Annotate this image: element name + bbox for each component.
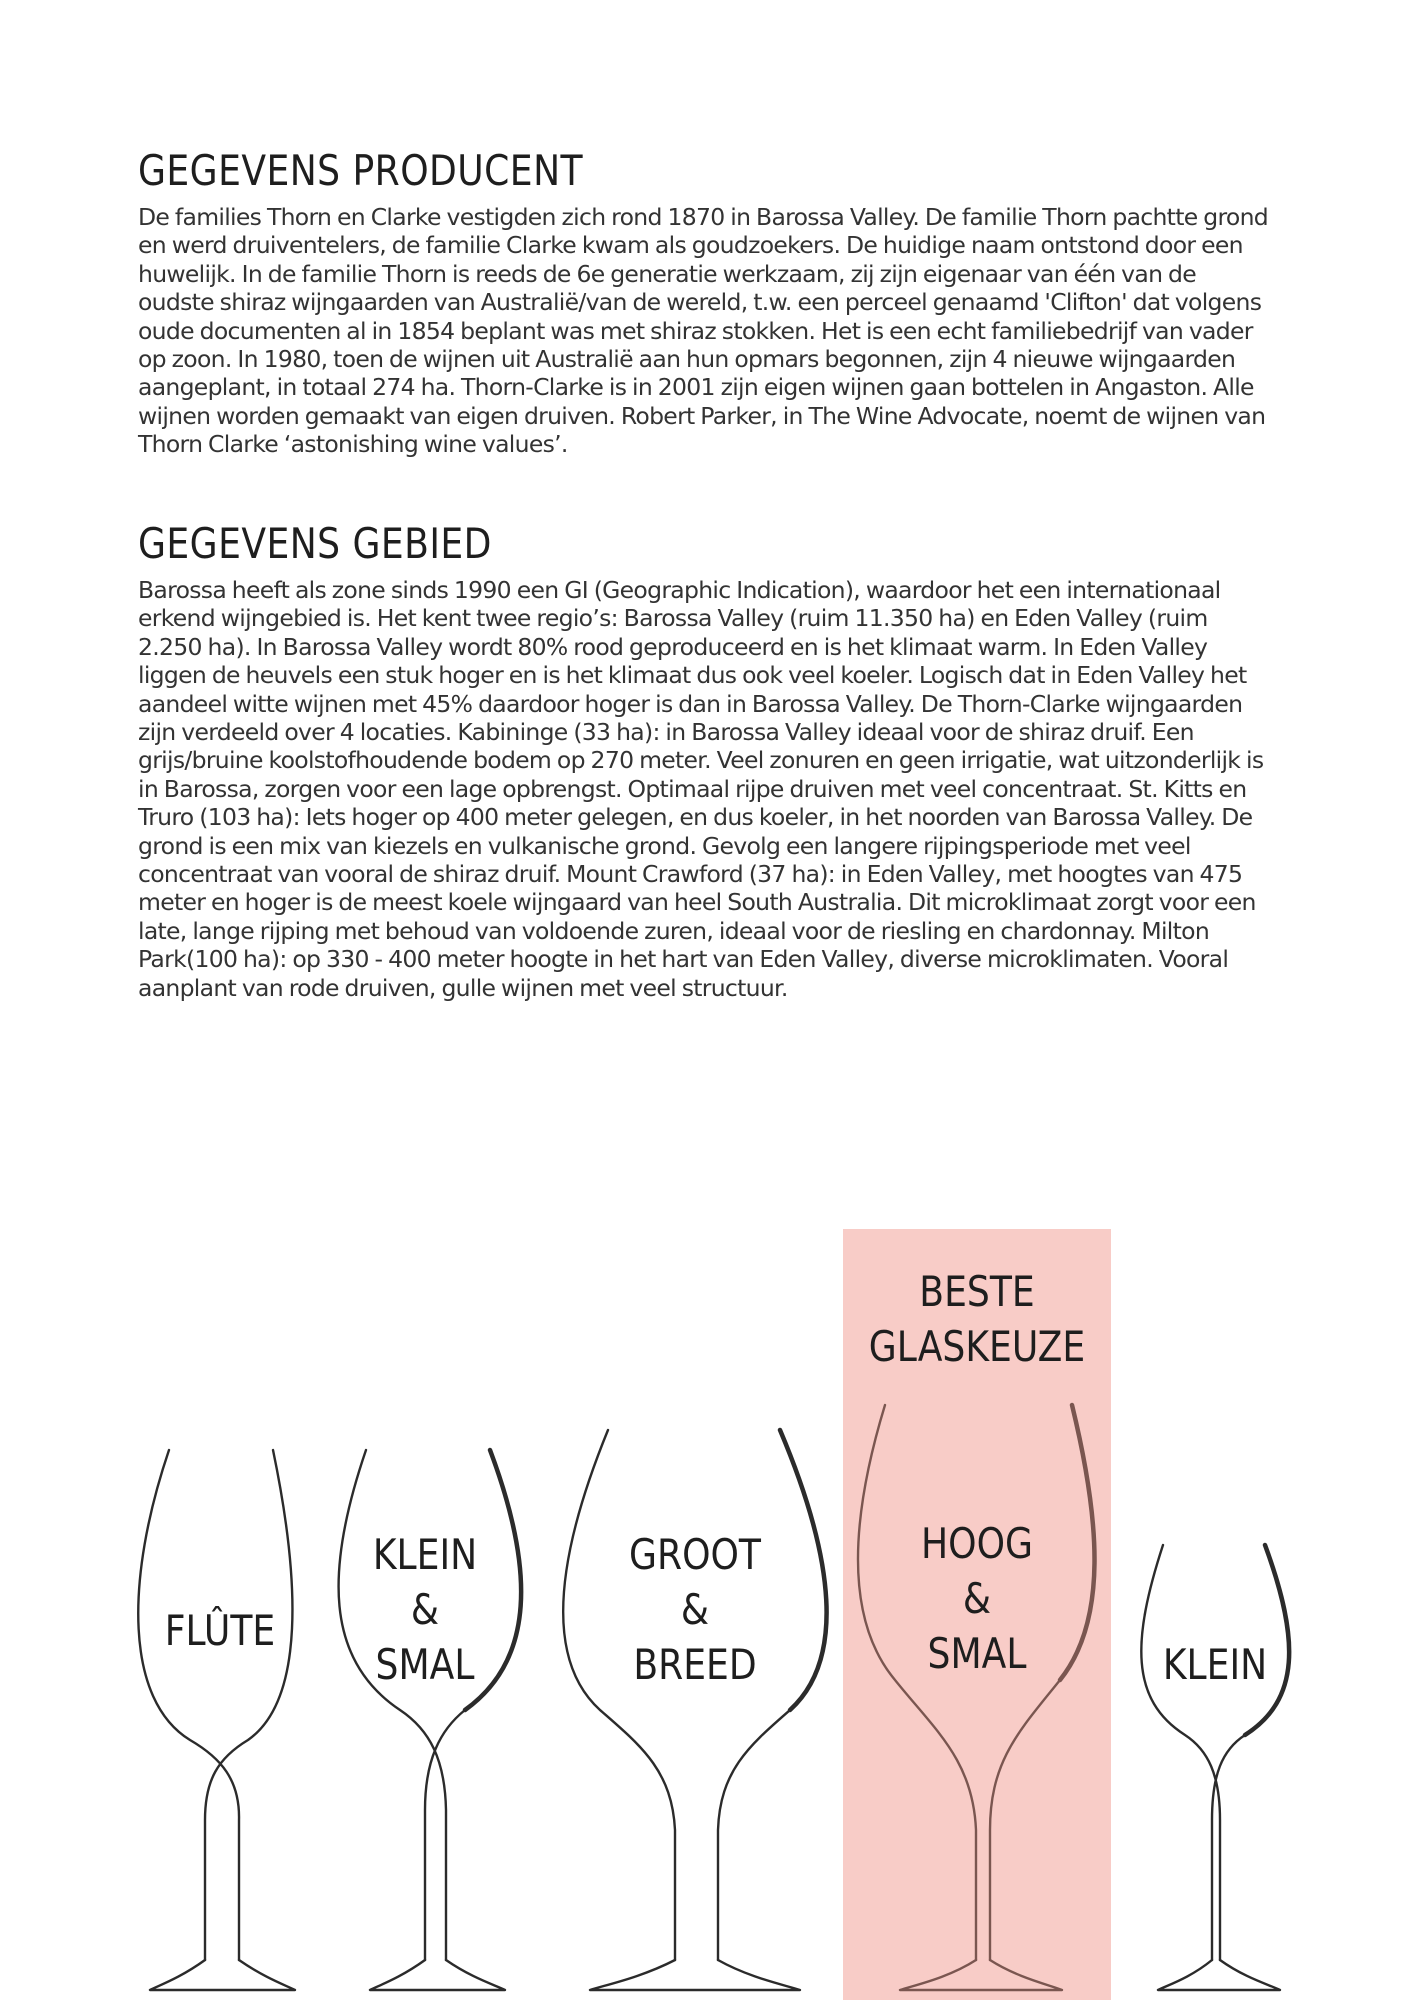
glass-label-small: KLEIN (1162, 1640, 1268, 1689)
flute-glass-icon (138, 1450, 295, 1990)
producer-text: De families Thorn en Clarke vestigden zich rond 1870 in Barossa Valley. De familie Thorn pachtte grond en werd druiventelers, de familie Clarke kwam als goudzoekers. De huidige naam ontstond door een huwelijk. In de familie Thorn is reeds de 6e generatie werkzaam, zij zijn eigenaar van één van de oudste shiraz wijngaarden van Australië/van de wereld, t.w. een perceel genaamd 'Clifton' dat volgens oude documenten al in 1854 beplant was met shiraz stokken. Het is een echt familiebedrijf van vader op zoon. In 1980, toen de wijnen uit Australië aan hun opmars begonnen, zijn 4 nieuwe wijngaarden aangeplant, in totaal 274 ha. Thorn-Clarke is in 2001 zijn eigen wijnen gaan bottelen in Angaston. Alle wijnen worden gemaakt van eigen druiven. Robert Parker, in The Wine Advocate, noemt de wijnen van Thorn Clarke ‘astonishing wine values’. (138, 203, 1268, 459)
region-text: Barossa heeft als zone sinds 1990 een GI (Geographic Indication), waardoor het een internationaal erkend wijngebied is. Het kent twee regio’s: Barossa Valley (ruim 11.350 ha) en Eden Valley (ruim 2.250 ha). In Barossa Valley wordt 80% rood geproduceerd en is het klimaat warm. In Eden Valley liggen de heuvels een stuk hoger en is het klimaat dus ook veel koeler. Logisch dat in Eden Valley het aandeel witte wijnen met 45% daardoor hoger is dan in Barossa Valley. De Thorn-Clarke wijngaarden zijn verdeeld over 4 locaties. Kabininge (33 ha): in Barossa Valley ideaal voor de shiraz druif. Een grijs/bruine koolstofhoudende bodem op 270 meter. Veel zonuren en geen irrigatie, wat uitzonderlijk is in Barossa, zorgen voor een lage opbrengst. Optimaal rijpe druiven met veel concentraat. St. Kitts en Truro (103 ha): Iets hoger op 400 meter gelegen, en dus koeler, in het noorden van Barossa Valley. De grond is een mix van kiezels en vulkanische grond. Gevolg een langere rijpingsperiode met veel concentraat van vooral de shiraz druif. Mount Crawford (37 ha): in Eden Valley, met hoogtes van 475 meter en hoger is de meest koele wijngaard van heel South Australia. Dit microklimaat zorgt voor een late, lange rijping met behoud van voldoende zuren, ideaal voor de riesling en chardonnay. Milton Park(100 ha): op 330 - 400 meter hoogte in het hart van Eden Valley, diverse microklimaten. Vooral aanplant van rode druiven, gulle wijnen met veel structuur. (138, 576, 1264, 1002)
glass-label-flute: FLÛTE (164, 1606, 276, 1655)
large-wide-glass-icon (563, 1430, 826, 1990)
glass-label-small-narrow: KLEIN & SMAL (372, 1530, 478, 1689)
small-glass-icon (1141, 1545, 1289, 1990)
region-heading: GEGEVENS GEBIED (138, 519, 492, 568)
tall-narrow-glass-icon (858, 1405, 1094, 1990)
glass-label-tall-narrow: HOOG & SMAL (920, 1519, 1034, 1678)
glass-label-large-wide: GROOT & BREED (628, 1530, 762, 1689)
producer-heading: GEGEVENS PRODUCENT (138, 146, 584, 195)
best-choice-label: BESTE GLASKEUZE (868, 1267, 1086, 1371)
